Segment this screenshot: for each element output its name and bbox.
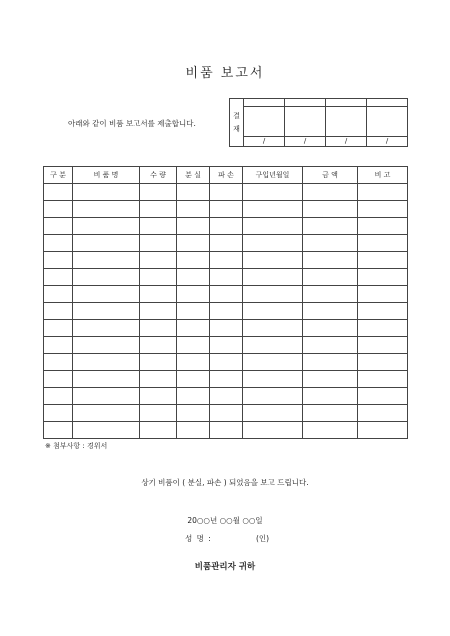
table-cell[interactable] — [358, 405, 408, 422]
table-cell[interactable] — [210, 286, 243, 303]
table-cell[interactable] — [303, 235, 358, 252]
table-row — [44, 269, 408, 286]
table-cell[interactable] — [243, 354, 303, 371]
approval-sign-cell[interactable] — [367, 107, 408, 137]
table-cell[interactable] — [140, 218, 177, 235]
report-statement: 상기 비품이 ( 분실, 파손 ) 되었음을 보고 드립니다. — [141, 478, 309, 487]
name-label: 성 명 : — [185, 534, 212, 543]
table-cell[interactable] — [243, 218, 303, 235]
table-cell[interactable] — [210, 235, 243, 252]
table-cell[interactable] — [303, 184, 358, 201]
table-cell[interactable] — [303, 303, 358, 320]
table-cell[interactable] — [358, 422, 408, 439]
table-cell[interactable] — [73, 303, 140, 320]
table-cell[interactable] — [177, 201, 210, 218]
table-cell[interactable] — [243, 320, 303, 337]
table-cell[interactable] — [210, 320, 243, 337]
table-row — [44, 405, 408, 422]
table-cell[interactable] — [177, 388, 210, 405]
table-cell[interactable] — [73, 184, 140, 201]
table-cell[interactable] — [177, 422, 210, 439]
table-cell[interactable] — [44, 371, 73, 388]
table-cell[interactable] — [140, 320, 177, 337]
table-cell[interactable] — [177, 269, 210, 286]
approval-date-cell[interactable]: / — [326, 137, 367, 147]
table-row — [44, 252, 408, 269]
table-cell[interactable] — [243, 252, 303, 269]
header-item-name: 비 품 명 — [73, 167, 140, 184]
table-row — [44, 337, 408, 354]
table-cell[interactable] — [243, 286, 303, 303]
addressee: 비품관리자 귀하 — [194, 562, 256, 572]
header-remarks: 비 고 — [358, 167, 408, 184]
table-cell[interactable] — [243, 201, 303, 218]
approval-date-cell[interactable]: / — [244, 137, 285, 147]
table-cell[interactable] — [210, 388, 243, 405]
items-table — [43, 166, 408, 439]
table-cell[interactable] — [177, 235, 210, 252]
table-row — [44, 320, 408, 337]
approval-title-cell[interactable] — [326, 99, 367, 107]
table-cell[interactable] — [73, 269, 140, 286]
table-cell[interactable] — [73, 201, 140, 218]
header-damaged: 파 손 — [210, 167, 243, 184]
table-cell[interactable] — [210, 303, 243, 320]
table-row — [44, 218, 408, 235]
table-cell[interactable] — [140, 371, 177, 388]
table-cell[interactable] — [243, 303, 303, 320]
table-cell[interactable] — [358, 269, 408, 286]
table-cell[interactable] — [73, 422, 140, 439]
seal-mark: (인) — [256, 534, 270, 543]
table-row — [44, 201, 408, 218]
table-cell[interactable] — [140, 354, 177, 371]
table-cell[interactable] — [140, 235, 177, 252]
table-cell[interactable] — [44, 303, 73, 320]
table-cell[interactable] — [44, 320, 73, 337]
table-cell[interactable] — [73, 320, 140, 337]
table-cell[interactable] — [177, 303, 210, 320]
table-cell[interactable] — [243, 269, 303, 286]
table-cell[interactable] — [303, 286, 358, 303]
table-cell[interactable] — [358, 354, 408, 371]
table-cell[interactable] — [44, 252, 73, 269]
table-cell[interactable] — [358, 388, 408, 405]
table-row — [44, 388, 408, 405]
approval-sign-cell[interactable] — [326, 107, 367, 137]
table-cell[interactable] — [44, 337, 73, 354]
table-cell[interactable] — [177, 184, 210, 201]
table-cell[interactable] — [140, 388, 177, 405]
table-cell[interactable] — [73, 286, 140, 303]
table-cell[interactable] — [44, 405, 73, 422]
table-cell[interactable] — [210, 422, 243, 439]
table-cell[interactable] — [303, 354, 358, 371]
table-cell[interactable] — [358, 218, 408, 235]
table-cell[interactable] — [44, 218, 73, 235]
table-row — [44, 422, 408, 439]
table-row — [44, 235, 408, 252]
header-purchase-date: 구입년월일 — [243, 167, 303, 184]
header-category: 구 분 — [44, 167, 73, 184]
approval-title-cell[interactable] — [244, 99, 285, 107]
approval-box — [229, 98, 408, 147]
approval-date-cell[interactable]: / — [367, 137, 408, 147]
table-cell[interactable] — [177, 218, 210, 235]
table-cell[interactable] — [210, 184, 243, 201]
table-cell[interactable] — [303, 337, 358, 354]
table-cell[interactable] — [177, 354, 210, 371]
table-cell[interactable] — [73, 218, 140, 235]
document-title: 비품 보고서 — [185, 66, 265, 81]
table-cell[interactable] — [243, 337, 303, 354]
table-cell[interactable] — [243, 371, 303, 388]
table-cell[interactable] — [177, 252, 210, 269]
table-cell[interactable] — [210, 269, 243, 286]
table-cell[interactable] — [44, 235, 73, 252]
table-cell[interactable] — [73, 388, 140, 405]
table-cell[interactable] — [177, 286, 210, 303]
table-cell[interactable] — [210, 405, 243, 422]
table-cell[interactable] — [303, 218, 358, 235]
table-cell[interactable] — [358, 320, 408, 337]
table-cell[interactable] — [73, 337, 140, 354]
table-cell[interactable] — [210, 354, 243, 371]
table-cell[interactable] — [73, 371, 140, 388]
header-quantity: 수 량 — [140, 167, 177, 184]
approval-date-cell[interactable]: / — [285, 137, 326, 147]
table-row — [44, 354, 408, 371]
header-amount: 금 액 — [303, 167, 358, 184]
table-cell[interactable] — [243, 388, 303, 405]
table-cell[interactable] — [140, 286, 177, 303]
table-cell[interactable] — [303, 252, 358, 269]
table-cell[interactable] — [243, 405, 303, 422]
table-cell[interactable] — [177, 371, 210, 388]
table-cell[interactable] — [210, 337, 243, 354]
table-cell[interactable] — [358, 252, 408, 269]
table-cell[interactable] — [44, 184, 73, 201]
table-cell[interactable] — [358, 337, 408, 354]
table-cell[interactable] — [358, 201, 408, 218]
table-cell[interactable] — [303, 422, 358, 439]
items-body — [44, 184, 408, 439]
table-cell[interactable] — [210, 371, 243, 388]
table-cell[interactable] — [44, 201, 73, 218]
attachment-note: ※ 첨부사항 : 경위서 — [45, 442, 108, 450]
table-cell[interactable] — [44, 354, 73, 371]
table-cell[interactable] — [44, 286, 73, 303]
table-cell[interactable] — [140, 303, 177, 320]
table-cell[interactable] — [303, 371, 358, 388]
table-cell[interactable] — [73, 405, 140, 422]
approval-label-bottom: 재 — [233, 124, 240, 133]
table-cell[interactable] — [210, 201, 243, 218]
table-cell[interactable] — [303, 388, 358, 405]
approval-title-cell[interactable] — [367, 99, 408, 107]
table-cell[interactable] — [44, 422, 73, 439]
table-cell[interactable] — [73, 235, 140, 252]
table-cell[interactable] — [303, 201, 358, 218]
table-cell[interactable] — [73, 252, 140, 269]
table-cell[interactable] — [303, 320, 358, 337]
table-cell[interactable] — [243, 184, 303, 201]
table-cell[interactable] — [44, 388, 73, 405]
table-row — [44, 371, 408, 388]
approval-sign-cell[interactable] — [244, 107, 285, 137]
approval-label-top: 결 — [233, 111, 240, 120]
approval-title-cell[interactable] — [285, 99, 326, 107]
table-cell[interactable] — [140, 201, 177, 218]
approval-label — [230, 99, 244, 147]
table-cell[interactable] — [243, 235, 303, 252]
intro-text: 아래와 같이 비품 보고서를 제출합니다. — [68, 119, 196, 128]
approval-sign-cell[interactable] — [285, 107, 326, 137]
table-cell[interactable] — [140, 337, 177, 354]
table-cell[interactable] — [358, 303, 408, 320]
table-cell[interactable] — [177, 337, 210, 354]
table-cell[interactable] — [177, 320, 210, 337]
table-cell[interactable] — [243, 422, 303, 439]
table-row — [44, 184, 408, 201]
table-cell[interactable] — [140, 184, 177, 201]
table-cell[interactable] — [140, 405, 177, 422]
table-row — [44, 303, 408, 320]
table-cell[interactable] — [358, 235, 408, 252]
table-row — [44, 286, 408, 303]
table-cell[interactable] — [303, 269, 358, 286]
table-cell[interactable] — [358, 286, 408, 303]
table-cell[interactable] — [140, 252, 177, 269]
table-cell[interactable] — [177, 405, 210, 422]
table-cell[interactable] — [358, 371, 408, 388]
table-cell[interactable] — [303, 405, 358, 422]
header-lost: 분 실 — [177, 167, 210, 184]
table-cell[interactable] — [73, 354, 140, 371]
table-cell[interactable] — [210, 252, 243, 269]
table-cell[interactable] — [140, 422, 177, 439]
table-cell[interactable] — [44, 269, 73, 286]
table-cell[interactable] — [358, 184, 408, 201]
table-cell[interactable] — [140, 269, 177, 286]
report-date: 20○○년 ○○월 ○○일 — [187, 516, 263, 525]
items-header-row — [44, 167, 408, 184]
table-cell[interactable] — [210, 218, 243, 235]
